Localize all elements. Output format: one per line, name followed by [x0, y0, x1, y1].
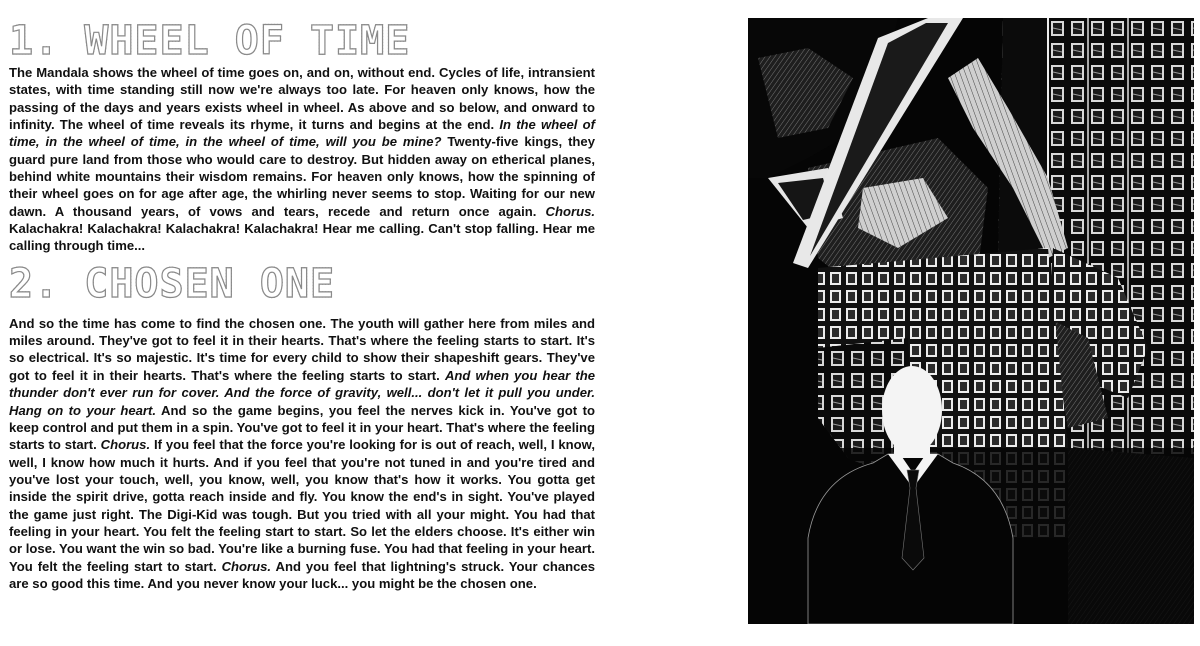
lyric-segment-italic: In the wheel of time, in the wheel of time, in the wheel of time, will you be mine? [9, 117, 595, 150]
lyric-segment: The Mandala shows the wheel of time goes on, and on, without end. Cycles of life, intransient states, with time standing still now we're always too late. For heaven only knows, how the passing of the days and years exists wheel in wheel. As above and so below, and onward to infinity. The wheel of time reveals its rhyme, it turns and begins at the end. [9, 65, 595, 133]
lyric-segment-italic: Chorus. [545, 203, 595, 219]
lyric-segment: And you feel that lightning's struck. Your chances are so good this time. And you never know your luck... you might be the chosen one. [9, 558, 595, 591]
lyric-segment: If you feel that the force you're looking for is out of reach, well, I know, well, I know how much it hurts. And if you feel that you're not tuned in and you're tired and you've lost your touch, well, you know, well, you know that's how it works. You gotta get inside the spirit drive, gotta reach inside and fly. You know the end's in sight. You've played the game just right. The Digi-Kid was tough. But you tried with all your might. You had that feeling in your heart. You felt the feeling start to start. So let the elders choose. It's either win or lose. You want the win so bad. You're like a burning fuse. You had that feeling in your heart. You felt the feeling start to start. [9, 437, 595, 574]
lyric-segment-italic: And when you hear the thunder don't ever run for cover. And the force of gravity, well... don't let it pull you under. Hang on to your heart. [9, 367, 595, 418]
section-heading-wheel-of-time: 1. WHEEL OF TIME [9, 20, 595, 64]
lyrics-column [9, 20, 595, 592]
lyric-segment-italic: Chorus. [221, 558, 272, 574]
blank-face [882, 366, 942, 454]
ruined-building-illustration [748, 18, 1194, 624]
lyrics-paragraph-wheel-of-time [9, 64, 595, 255]
lyrics-paragraph-chosen-one [9, 315, 595, 593]
lyric-segment: Kalachakra! Kalachakra! Kalachakra! Kalachakra! Hear me calling. Can't stop falling. Hear me calling through time... [9, 221, 595, 254]
lyric-segment-italic: Chorus. [100, 437, 151, 453]
lyric-segment: Twenty-five kings, they guard pure land from those who would care to destroy. But hidden away on etherical planes, behind white mountains their wisdom remains. For heaven only knows, how the spinning of their wheel goes on for age after age, the whirling never seems to stop. Waiting for our new dawn. A thousand years, of vows and tears, recede and return once again. [9, 134, 595, 219]
section-heading-chosen-one: 2. CHOSEN ONE [9, 263, 595, 307]
lyric-segment: And so the time has come to find the chosen one. The youth will gather here from miles and miles around. They've got to feel it in their hearts. That's where the feeling starts to start. It's so electrical. It's so majestic. It's time for every child to show their shapeshift gears. They've got to feel it in their hearts. That's where the feeling starts to start. [9, 315, 595, 383]
lyric-segment: And so the game begins, you feel the nerves kick in. You've got to keep control and put them in a spin. You've got to feel it in your heart. That's where the feeling starts to start. [9, 402, 596, 453]
